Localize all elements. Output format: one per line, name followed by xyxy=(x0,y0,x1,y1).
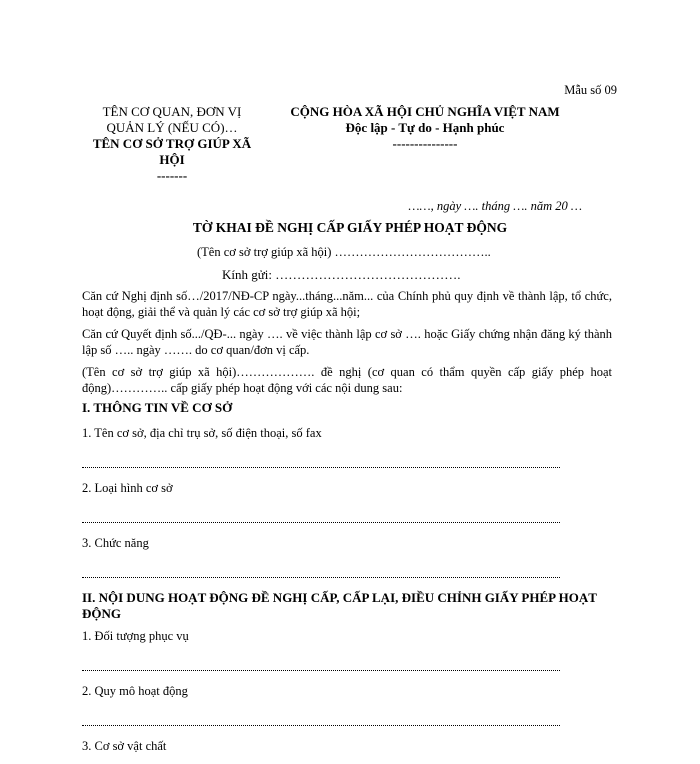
fill-line[interactable] xyxy=(82,561,560,578)
item-operation-scale: 2. Quy mô hoạt động xyxy=(82,684,188,698)
form-number: Mẫu số 09 xyxy=(564,83,617,97)
form-title: TỜ KHAI ĐỀ NGHỊ CẤP GIẤY PHÉP HOẠT ĐỘNG xyxy=(192,220,508,235)
national-header xyxy=(270,104,580,152)
item-facilities: 3. Cơ sở vật chất xyxy=(82,739,167,753)
fill-line[interactable] xyxy=(82,506,560,523)
fill-line[interactable] xyxy=(82,709,560,726)
facility-name-line1: TÊN CƠ SỞ TRỢ GIÚP XÃ xyxy=(92,136,252,151)
legal-basis-decree: Căn cứ Nghị định số…/2017/NĐ-CP ngày...tháng...năm... của Chính phủ quy định về thành lập, tổ chức, hoạt động, giải thể và quản lý các cơ sở trợ giúp xã hội; xyxy=(82,289,612,319)
form-body xyxy=(82,288,612,764)
item-facility-type: 2. Loại hình cơ sở xyxy=(82,481,173,495)
section-heading-activity-content: II. NỘI DUNG HOẠT ĐỘNG ĐỀ NGHỊ CẤP, CẤP LẠI, ĐIỀU CHỈNH GIẤY PHÉP HOẠT ĐỘNG xyxy=(82,590,597,621)
legal-basis-decision: Căn cứ Quyết định số.../QĐ-... ngày …. về việc thành lập cơ sở …. hoặc Giấy chứng nhận đăng ký thành lập số ….. ngày ……. do cơ quan/đơn vị cấp. xyxy=(82,327,612,357)
agency-header-separator: ------- xyxy=(156,168,188,183)
agency-name-line2: QUẢN LÝ (NẾU CÓ)… xyxy=(106,120,238,135)
recipient-line: Kính gửi: ……………………………………. xyxy=(222,267,461,282)
agency-name-line1: TÊN CƠ QUAN, ĐƠN VỊ xyxy=(102,104,242,119)
facility-name-line2: HỘI xyxy=(159,152,185,167)
item-target-beneficiaries: 1. Đối tượng phục vụ xyxy=(82,629,189,643)
section-heading-facility-info: I. THÔNG TIN VỀ CƠ SỞ xyxy=(82,400,233,415)
request-statement: (Tên cơ sở trợ giúp xã hội)………………. đề nghị (cơ quan có thẩm quyền cấp giấy phép hoạt động)………….. cấp giấy phép hoạt động với các nội dung sau: xyxy=(82,365,612,395)
national-header-separator: --------------- xyxy=(392,136,458,151)
item-facility-name-address: 1. Tên cơ sở, địa chỉ trụ sở, số điện thoại, số fax xyxy=(82,426,322,440)
item-functions: 3. Chức năng xyxy=(82,536,149,550)
date-line: ……, ngày …. tháng …. năm 20 … xyxy=(408,199,582,213)
national-motto: Độc lập - Tự do - Hạnh phúc xyxy=(345,120,505,135)
fill-line[interactable] xyxy=(82,451,560,468)
agency-header xyxy=(82,104,262,184)
national-title: CỘNG HÒA XÃ HỘI CHỦ NGHĨA VIỆT NAM xyxy=(290,104,560,119)
facility-name-line: (Tên cơ sở trợ giúp xã hội) ……………………………….. xyxy=(197,245,491,259)
fill-line[interactable] xyxy=(82,654,560,671)
